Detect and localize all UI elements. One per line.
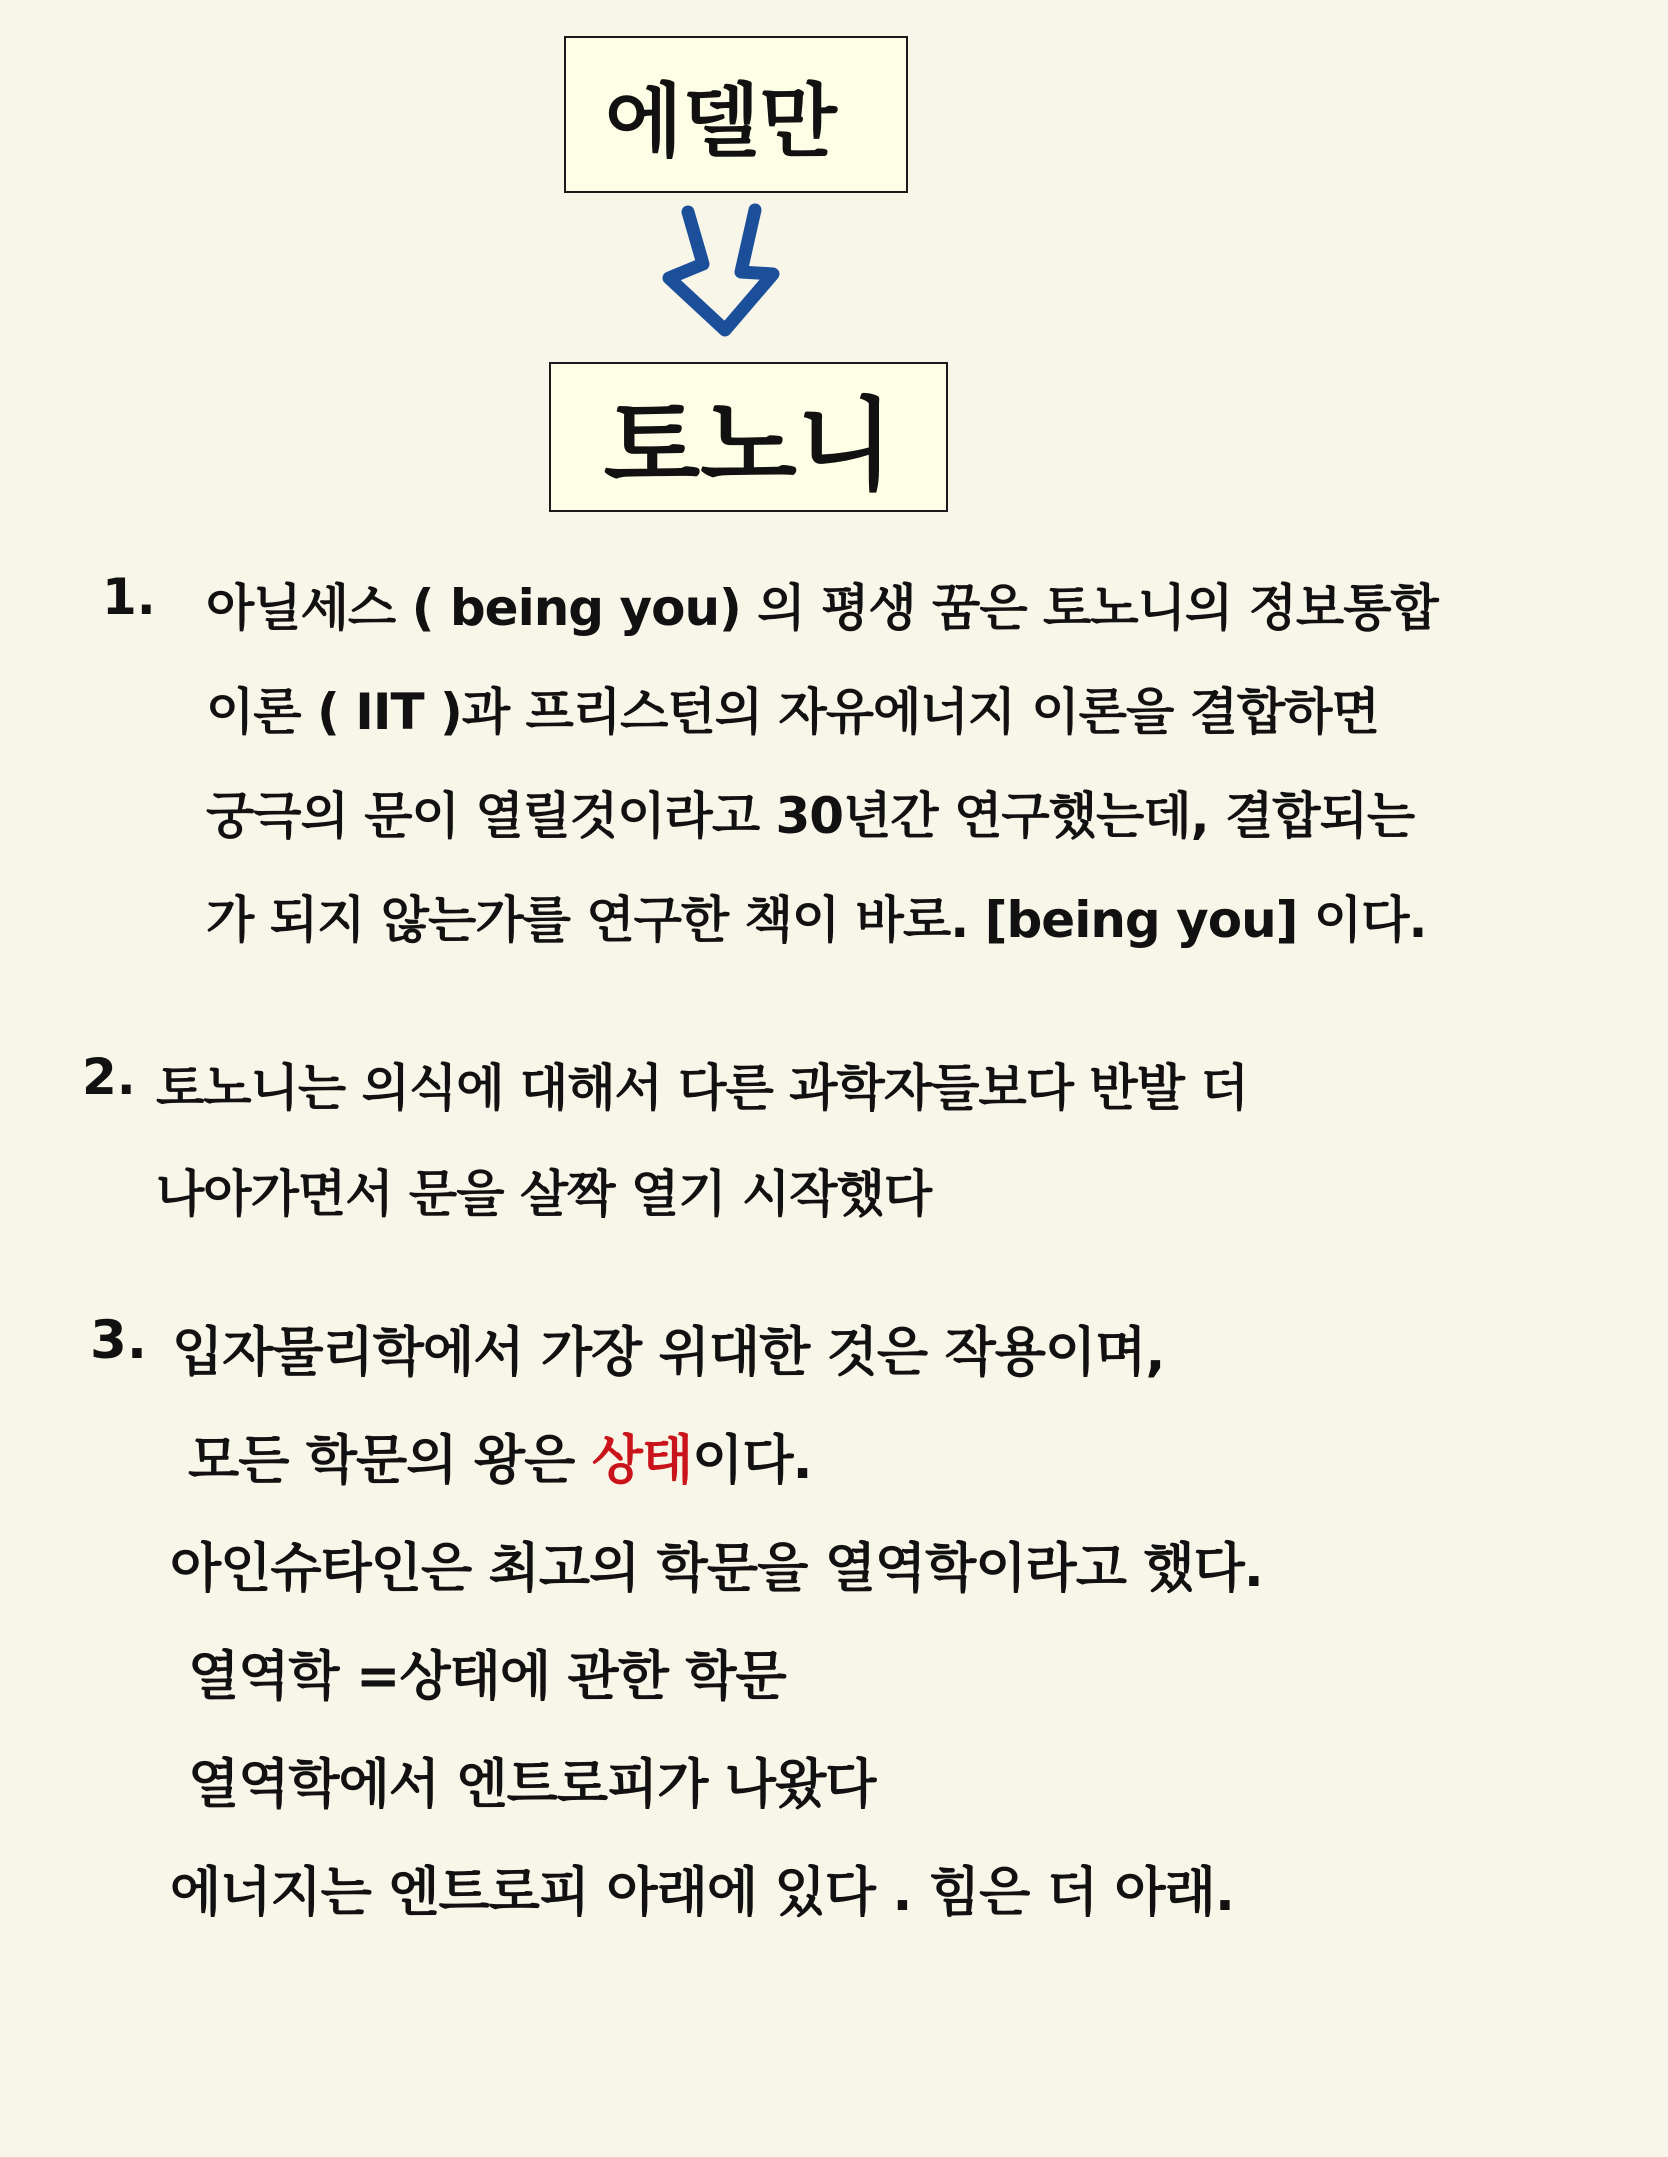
- item-3-line-1: 입자물리학에서 가장 위대한 것은 작용이며,: [172, 1322, 1165, 1383]
- item-3-line-2: [188, 1418, 812, 1494]
- item-3-line-2-end: 이다.: [692, 1430, 812, 1491]
- item-3-number: 3.: [90, 1310, 148, 1371]
- item-1-line-3: 궁극의 문이 열릴것이라고 30년간 연구했는데, 결합되는: [206, 787, 1415, 845]
- item-1-line-1: 아닐세스 ( being you) 의 평생 꿈은 토노니의 정보통합: [206, 579, 1438, 637]
- item-3-line-5: 열역학에서 엔트로피가 나왔다: [188, 1754, 876, 1815]
- item-3-line-6: 에너지는 엔트로피 아래에 있다 . 힘은 더 아래.: [170, 1862, 1234, 1923]
- item-1-line-2: 이론 ( IIT )과 프리스턴의 자유에너지 이론을 결합하면: [206, 683, 1379, 741]
- item-2-line-1: 토노니는 의식에 대해서 다른 과학자들보다 반발 더: [156, 1059, 1248, 1117]
- edelman-label: 에델만: [605, 75, 837, 168]
- tononi-box: [549, 362, 948, 512]
- item-2-line-2: 나아가면서 문을 살짝 열기 시작했다: [156, 1165, 932, 1223]
- item-3-line-4: 열역학 =상태에 관한 학문: [188, 1646, 786, 1707]
- item-3-line-2-text: 모든 학문의 왕은: [188, 1430, 592, 1491]
- highlight-state-word: 상태: [591, 1430, 693, 1491]
- item-1-number: 1.: [102, 568, 156, 626]
- item-1-line-4: 가 되지 않는가를 연구한 책이 바로. [being you] 이다.: [206, 891, 1427, 949]
- edelman-box: [564, 36, 908, 193]
- squiggle-down-arrow-icon: [655, 200, 785, 350]
- item-2-number: 2.: [82, 1048, 136, 1106]
- tononi-label: 토노니: [603, 387, 894, 504]
- item-3-line-3: 아인슈타인은 최고의 학문을 열역학이라고 했다.: [170, 1538, 1263, 1599]
